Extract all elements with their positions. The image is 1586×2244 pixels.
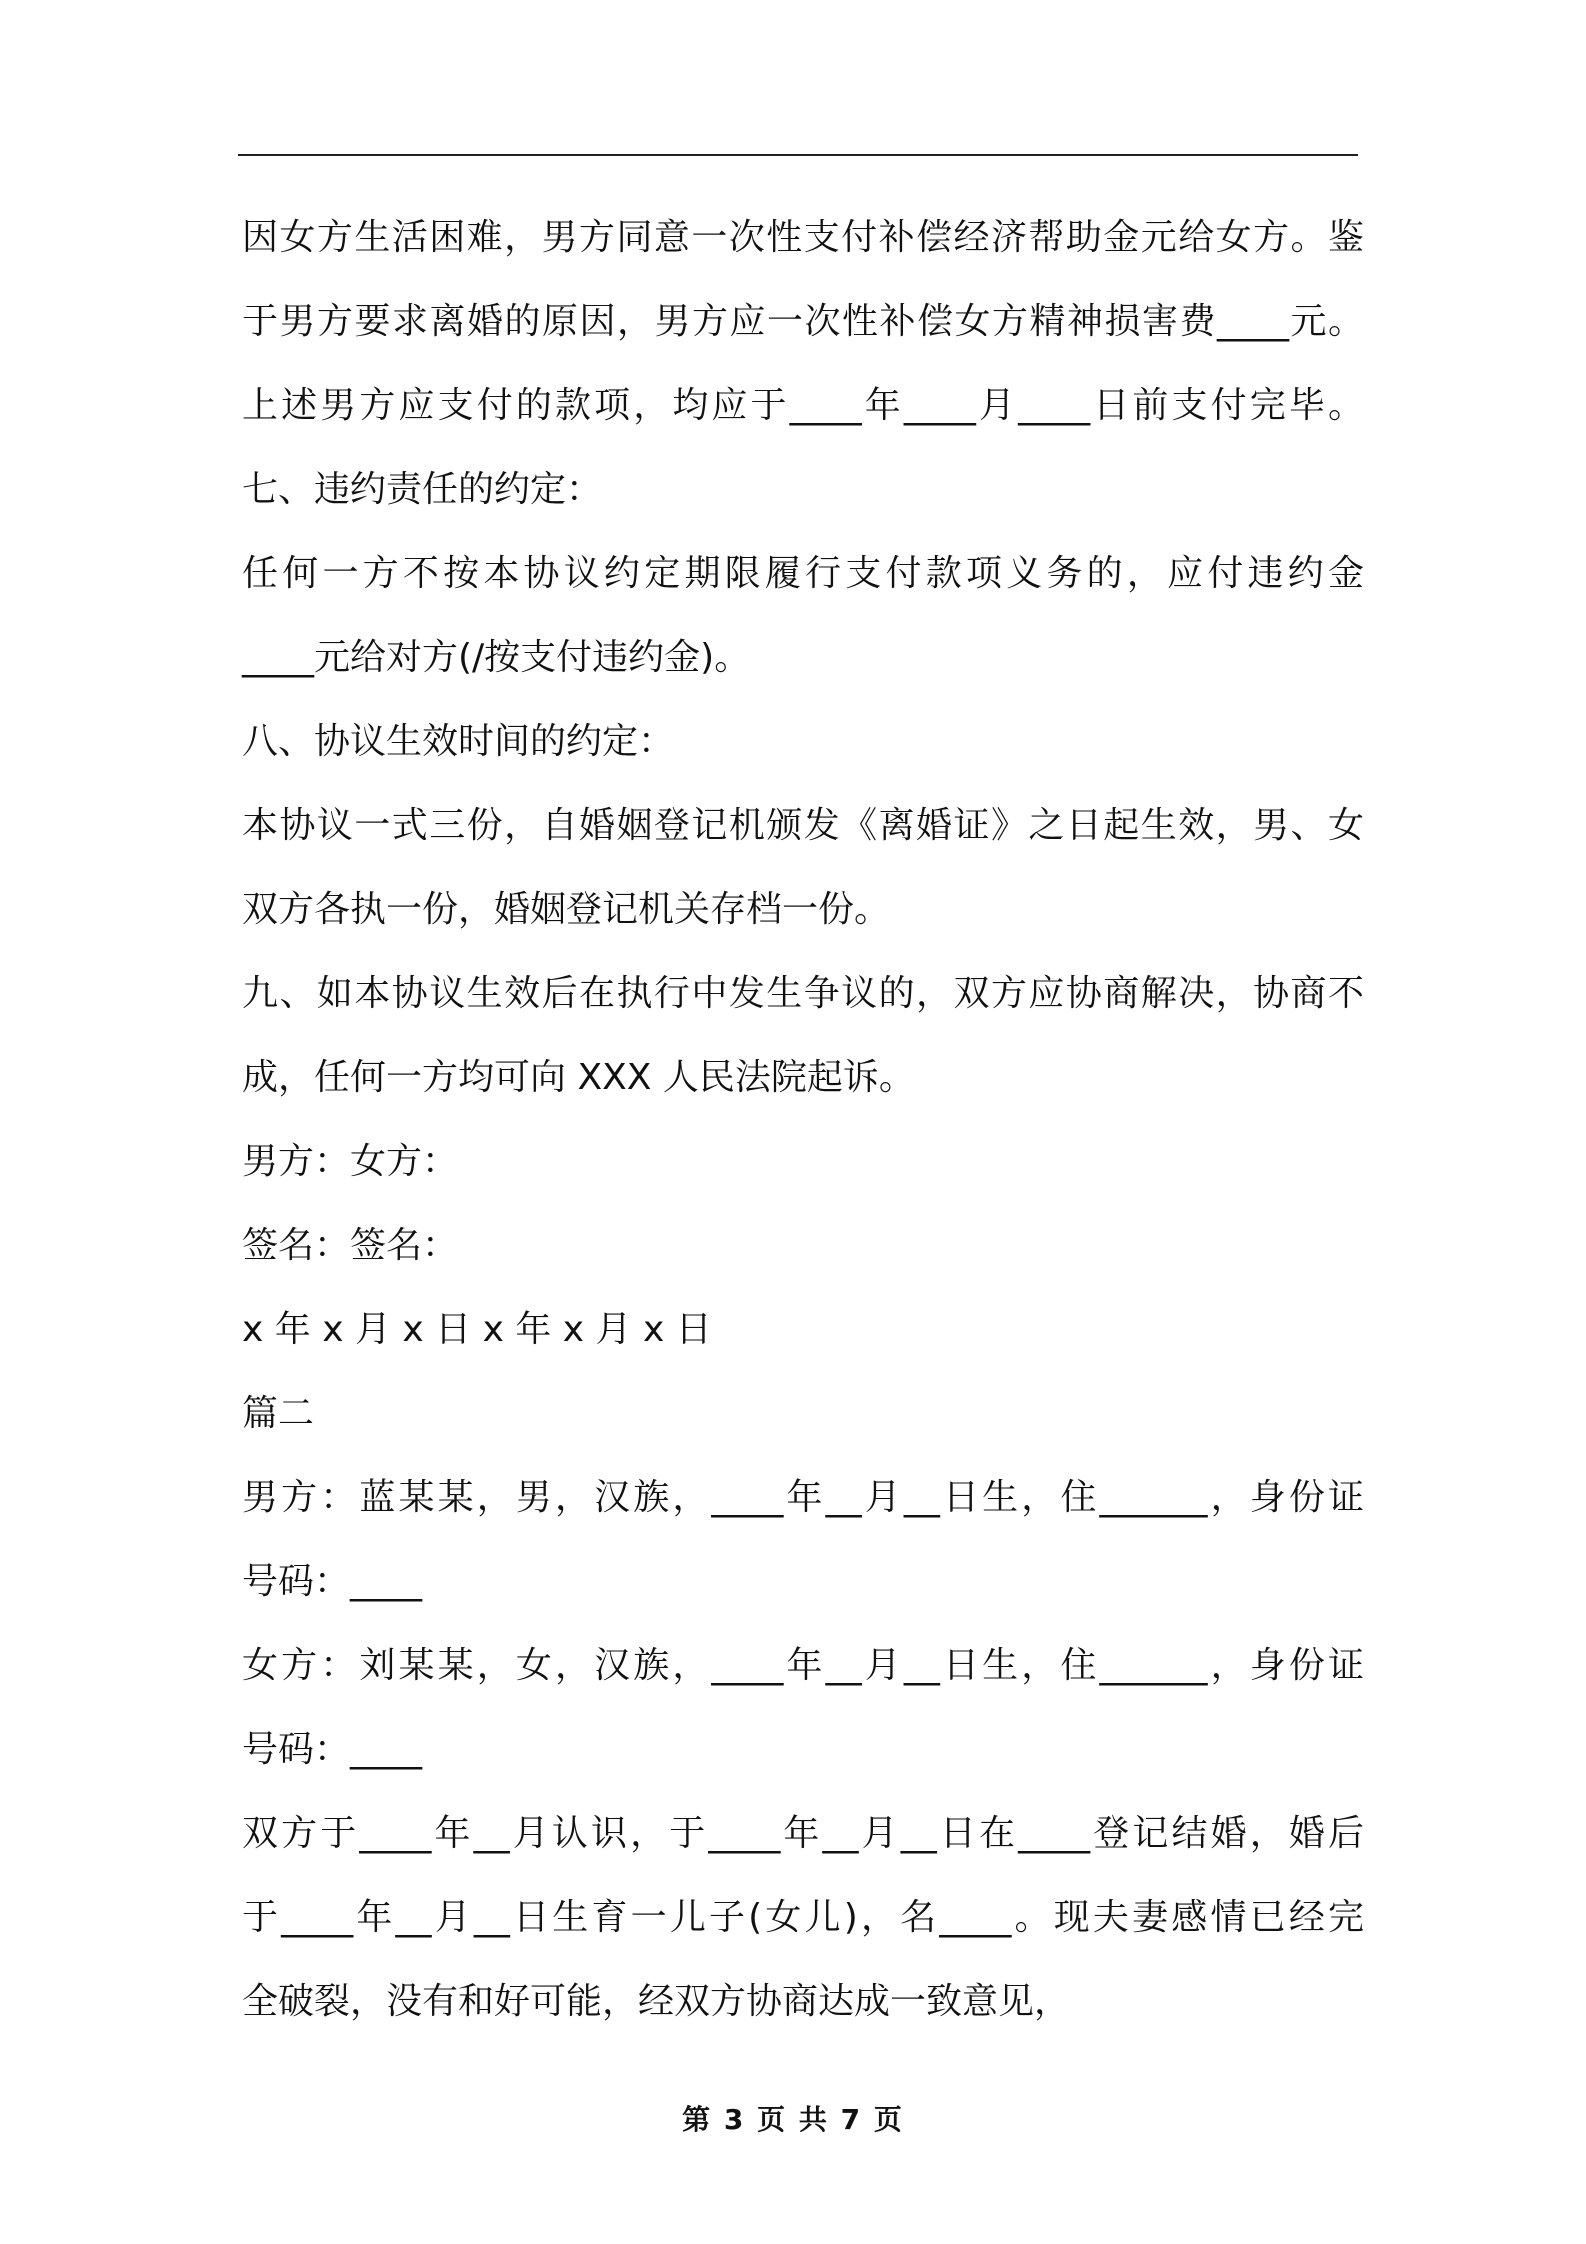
paragraph-line: 全破裂，没有和好可能，经双方协商达成一致意见， (242, 1981, 1071, 2022)
paragraph-line: 号码：____ (242, 1561, 423, 1602)
document-body (242, 196, 1364, 2044)
paragraph-line: 上述男方应支付的款项，均应于____年____月____日前支付完毕。 (242, 385, 1364, 426)
paragraph-line: 因女方生活困难，男方同意一次性支付补偿经济帮助金元给女方。鉴 (242, 217, 1364, 258)
paragraph-line: 男方：蓝某某，男，汉族，____年__月__日生，住______，身份证 (242, 1477, 1364, 1518)
section-title: 篇二 (242, 1393, 315, 1434)
header-rule (238, 154, 1358, 156)
section-heading: 七、违约责任的约定： (242, 469, 603, 510)
paragraph-line: 九、如本协议生效后在执行中发生争议的，双方应协商解决，协商不 (242, 973, 1364, 1014)
party-labels: 男方：女方： (242, 1141, 459, 1182)
signature-labels: 签名：签名： (242, 1225, 459, 1266)
paragraph-line: 双方于____年__月认识，于____年__月__日在____登记结婚，婚后 (242, 1813, 1364, 1854)
date-line: x 年 x 月 x 日 x 年 x 月 x 日 (242, 1309, 712, 1350)
paragraph-line: 女方：刘某某，女，汉族，____年__月__日生，住______，身份证 (242, 1645, 1364, 1686)
paragraph-line: 号码：____ (242, 1729, 423, 1770)
paragraph-line: ____元给对方(/按支付违约金)。 (242, 637, 751, 678)
paragraph-line: 任何一方不按本协议约定期限履行支付款项义务的，应付违约金 (242, 553, 1364, 594)
section-heading: 八、协议生效时间的约定： (242, 721, 675, 762)
paragraph-line: 成，任何一方均可向 XXX 人民法院起诉。 (242, 1057, 915, 1098)
paragraph-line: 双方各执一份，婚姻登记机关存档一份。 (242, 889, 891, 930)
paragraph-line: 本协议一式三份，自婚姻登记机颁发《离婚证》之日起生效，男、女 (242, 805, 1364, 846)
paragraph-line: 于____年__月__日生育一儿子(女儿)，名____。现夫妻感情已经完 (242, 1897, 1364, 1938)
page-footer: 第 3 页 共 7 页 (682, 2103, 904, 2136)
paragraph-line: 于男方要求离婚的原因，男方应一次性补偿女方精神损害费____元。 (242, 301, 1364, 342)
